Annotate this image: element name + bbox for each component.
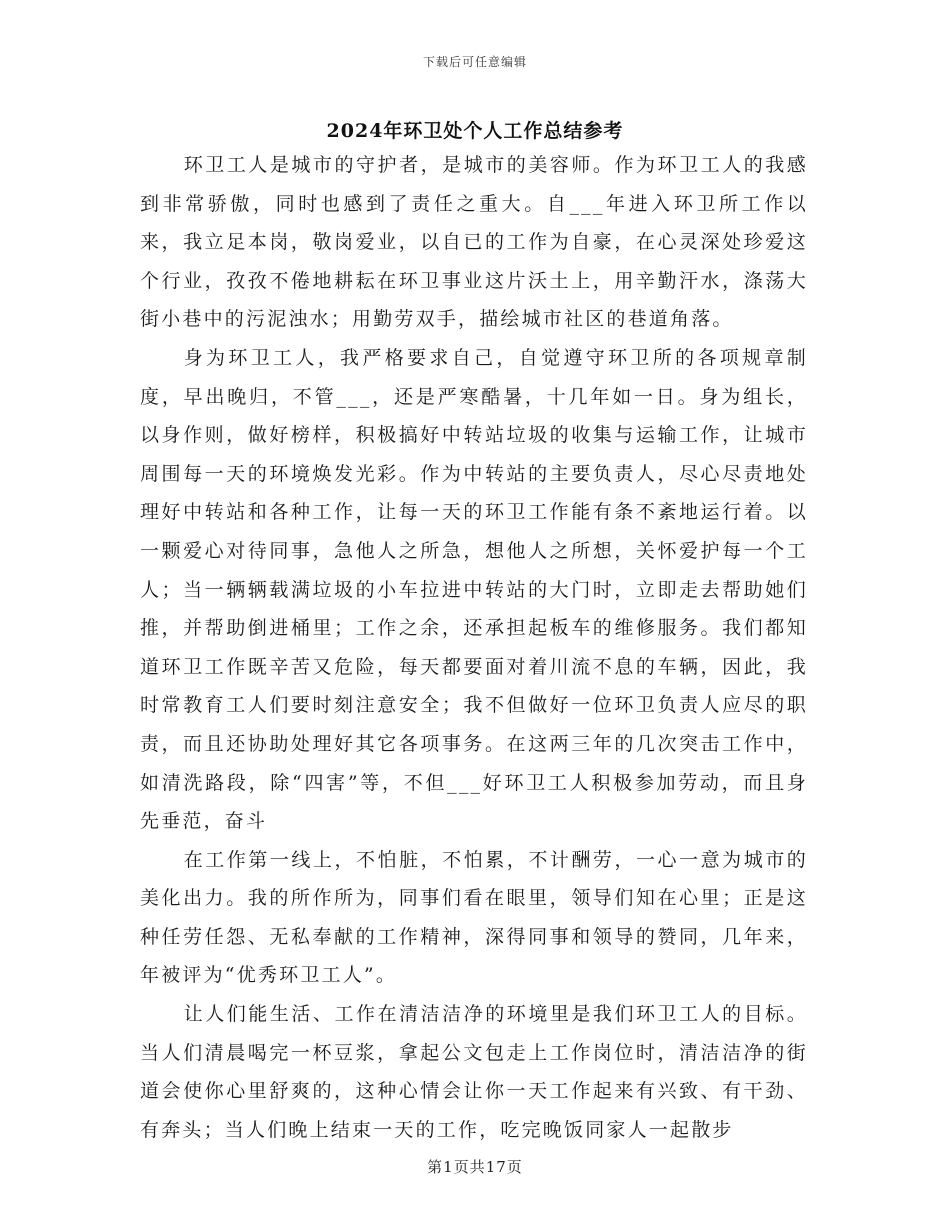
page-number-footer: 第1页共17页 bbox=[427, 1158, 523, 1176]
paragraph-2: 身为环卫工人，我严格要求自己，自觉遵守环卫所的各项规章制度，早出晚归，不管___，还是严寒酷暑，十几年如一日。身为组长，以身作则，做好榜样，积极搞好中转站垃圾的收集与运输工作，让城市周围每一天的环境焕发光彩。作为中转站的主要负责人，尽心尽责地处理好中转站和各种工作，让每一天的环卫工作能有条不紊地运行着。以一颗爱心对待同事，急他人之所急，想他人之所想，关怀爱护每一个工人；当一辆辆载满垃圾的小车拉进中转站的大门时，立即走去帮助她们推，并帮助倒进桶里；工作之余，还承担起板车的维修服务。我们都知道环卫工作既辛苦又危险，每天都要面对着川流不息的车辆，因此，我时常教育工人们要时刻注意安全；我不但做好一位环卫负责人应尽的职责，而且还协助处理好其它各项事务。在这两三年的几次突击工作中，如清洗路段，除“四害”等，不但___好环卫工人积极参加劳动，而且身先垂范，奋斗 bbox=[140, 346, 808, 833]
paragraph-1: 环卫工人是城市的守护者，是城市的美容师。作为环卫工人的我感到非常骄傲，同时也感到了责任之重大。自___年进入环卫所工作以来，我立足本岗，敬岗爱业，以自已的工作为自豪，在心灵深处珍爱这个行业，孜孜不倦地耕耘在环卫事业这片沃土上，用辛勤汗水，涤荡大街小巷中的污泥浊水；用勤劳双手，描绘城市社区的巷道角落。 bbox=[140, 154, 808, 331]
header-note: 下载后可任意编辑 bbox=[422, 55, 527, 69]
page-title: 2024年环卫处个人工作总结参考 bbox=[326, 120, 624, 142]
document-body bbox=[140, 146, 808, 1149]
paragraph-3: 在工作第一线上，不怕脏，不怕累，不计酬劳，一心一意为城市的美化出力。我的所作所为，同事们看在眼里，领导们知在心里；正是这种任劳任怨、无私奉献的工作精神，深得同事和领导的赞同，几年来，年被评为“优秀环卫工人”。 bbox=[140, 848, 808, 987]
paragraph-4: 让人们能生活、工作在清洁洁净的环境里是我们环卫工人的目标。当人们清晨喝完一杯豆浆，拿起公文包走上工作岗位时，清洁洁净的街道会使你心里舒爽的，这种心情会让你一天工作起来有兴致、有干劲、有奔头；当人们晚上结束一天的工作，吃完晚饭同家人一起散步 bbox=[140, 1003, 808, 1141]
